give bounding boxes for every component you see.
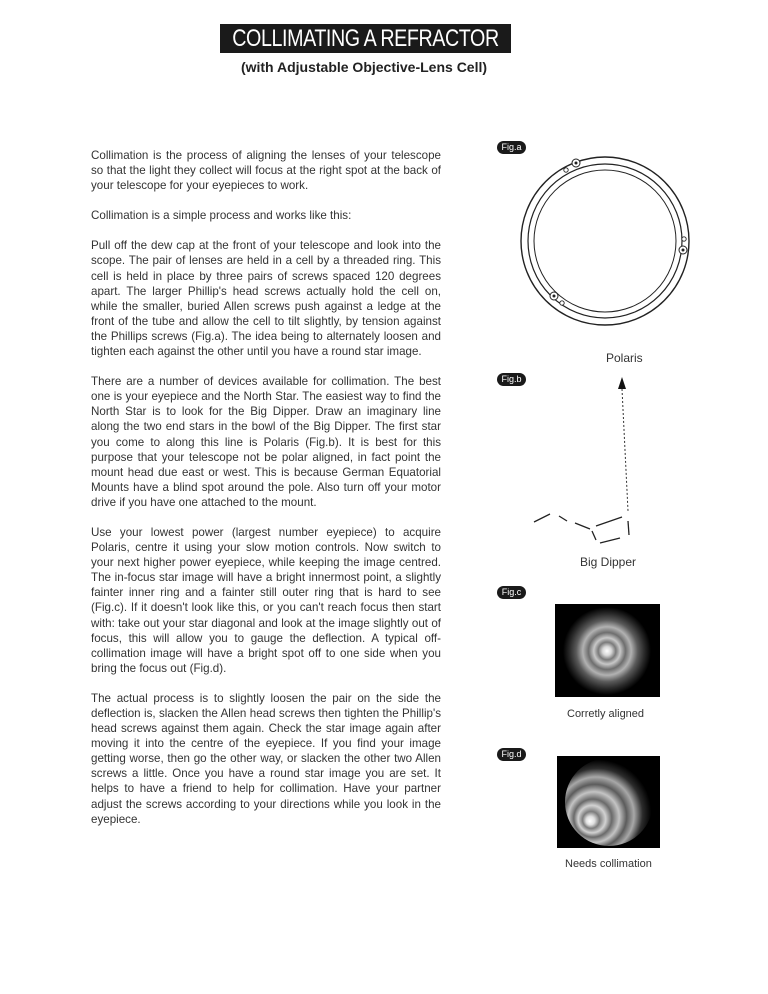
article-body <box>91 148 441 842</box>
paragraph: Pull off the dew cap at the front of your telescope and look into the scope. The pair of lenses are held in a cell by a threaded ring. This cell is held in place by three pairs of screws spaced 120 degrees apart. The larger Phillip's head screws actually hold the cell on, while the smaller, buried Allen screws push against a ledge at the front of the tube and allow the cell to tilt slightly, by tension against the Phillips screws (Fig.a). The idea being to alternately loosen and tighten each against the other until you have a round star image. <box>91 239 441 359</box>
paragraph: There are a number of devices available for collimation. The best one is your eyepiece and the North Star. The easiest way to find the North Star is to look for the Big Dipper. Draw an imaginary line along the two end stars in the bowl of the Big Dipper. The first star you come to along this line is Polaris (Fig.b). It is best for this purpose that your telescope not be polar aligned, in fact point the mount head due east or west. This is because German Equatorial Mounts have a blind spot around the pole. Also turn off your motor drive if you have one attached to the mount. <box>91 375 441 509</box>
page-subtitle: (with Adjustable Objective-Lens Cell) <box>240 59 488 75</box>
paragraph: The actual process is to slightly loosen the pair on the side the deflection is, slacken the Allen head screws then tighten the Phillip's head screws against them again. Check the star image again after moving it into the centre of the eyepiece. If you find your image getting worse, then go the other way, or slacken the other two Allen screws a little. Once you have a round star image you are set. It helps to have a friend to help for collimation. Have your partner adjust the screws according to your directions while you look in the eyepiece. <box>91 691 441 826</box>
paragraph: Collimation is the process of aligning the lenses of your telescope so that the light they collect will focus at the right spot at the back of your telescope for your eyepieces to work. <box>91 149 441 193</box>
lens-cell-diagram <box>519 155 695 327</box>
fig-b-tag: Fig.b <box>497 373 526 386</box>
screw-pair-bottom <box>550 292 564 305</box>
fig-a-tag: Fig.a <box>497 141 526 154</box>
page-title: COLLIMATING A REFRACTOR <box>232 24 499 52</box>
paragraph: Collimation is a simple process and works like this: <box>91 209 352 223</box>
fig-d-caption: Needs collimation <box>565 858 652 870</box>
aligned-star-image <box>555 604 660 697</box>
big-dipper-label: Big Dipper <box>580 555 637 569</box>
screw-pair-top <box>564 159 580 172</box>
paragraph: Use your lowest power (largest number eyepiece) to acquire Polaris, centre it using your slow motion controls. Now switch to your next higher power eyepiece, while keeping the image centred. The in-focus star image will have a bright innermost point, a slightly fainter inner ring and a fainter still outer ring that is hard to see (Fig.c). If it doesn't look like this, or you can't reach focus then start with: take out your star diagonal and look at the image slightly out of focus, this will allow you to gauge the deflection. A typical off-collimation image will have a bright spot off to one side when you bring the focus out (Fig.d). <box>91 525 441 675</box>
screw-pair-right <box>679 237 687 254</box>
big-dipper-diagram <box>530 375 640 555</box>
polaris-label: Polaris <box>606 351 643 365</box>
fig-c-caption: Corretly aligned <box>567 708 645 720</box>
fig-c-tag: Fig.c <box>497 586 526 599</box>
fig-d-tag: Fig.d <box>497 748 526 761</box>
off-collimation-star-image <box>557 756 660 848</box>
title-banner <box>220 24 511 53</box>
